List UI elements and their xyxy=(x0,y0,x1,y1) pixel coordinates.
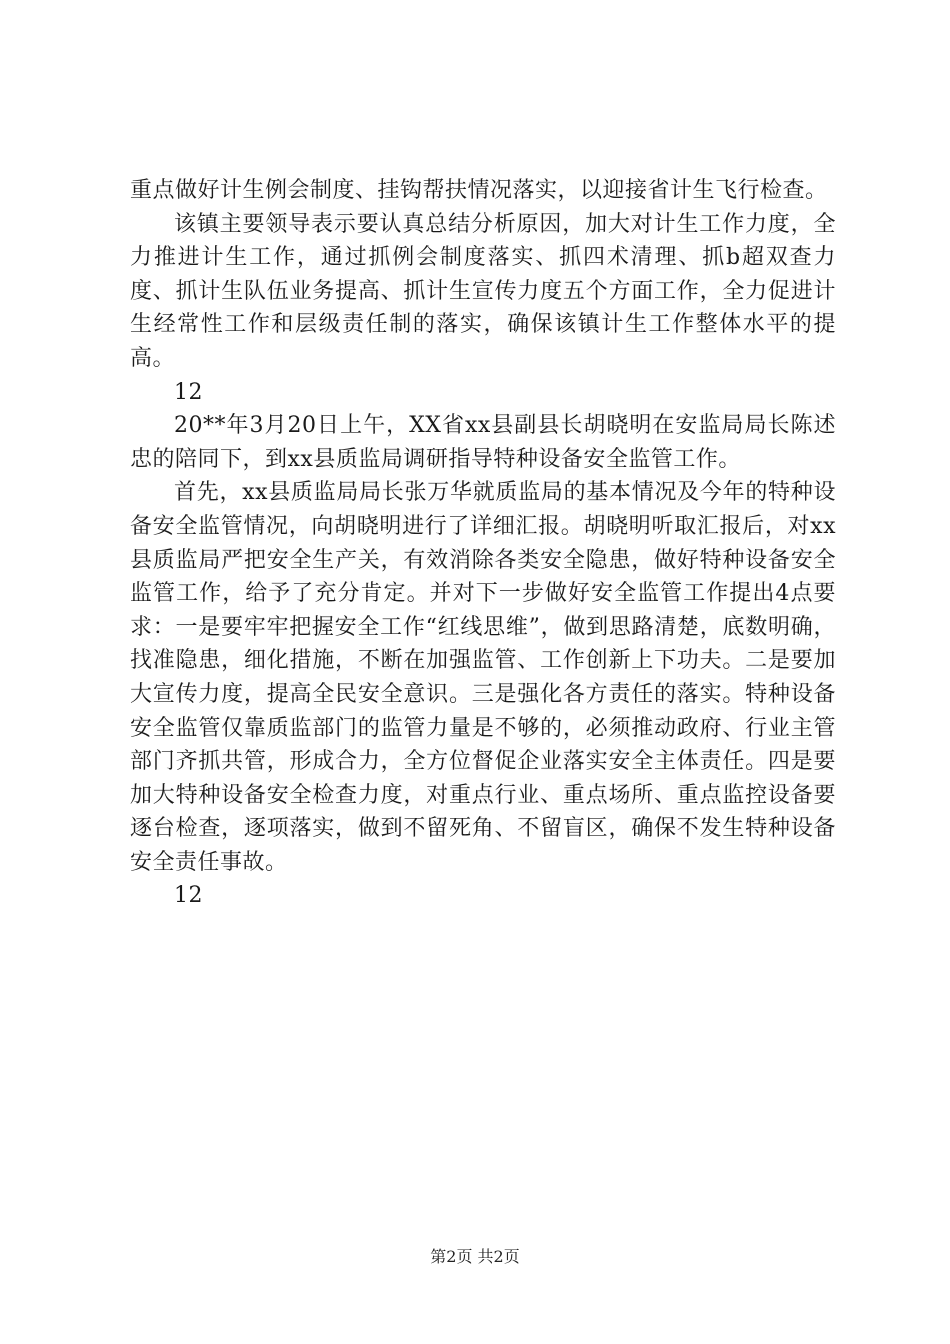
paragraph-number: 12 xyxy=(174,379,203,405)
document-body xyxy=(130,174,836,913)
paragraph-visit-intro: 20**年3月20日上午，XX省xx县副县长胡晓明在安监局局长陈述忠的陪同下，到xx县质监局调研指导特种设备安全监管工作。 xyxy=(130,413,836,472)
page-footer: 第2页 共2页 xyxy=(430,1247,520,1266)
paragraph-continuation: 重点做好计生例会制度、挂钩帮扶情况落实，以迎接省计生飞行检查。 xyxy=(130,178,828,203)
paragraph-report-details: 首先，xx县质监局局长张万华就质监局的基本情况及今年的特种设备安全监管情况，向胡晓明进行了详细汇报。胡晓明听取汇报后，对xx县质监局严把安全生产关，有效消除各类安全隐患，做好特种设备安全监管工作，给予了充分肯定。并对下一步做好安全监管工作提出4点要求：一是要牢牢把握安全工作“红线思维”，做到思路清楚，底数明确，找准隐患，细化措施，不断在加强监管、工作创新上下功夫。二是要加大宣传力度，提高全民安全意识。三是强化各方责任的落实。特种设备安全监管仅靠质监部门的监管力量是不够的，必须推动政府、行业主管部门齐抓共管，形成合力，全方位督促企业落实安全主体责任。四是要加大特种设备安全检查力度，对重点行业、重点场所、重点监控设备要逐台检查，逐项落实，做到不留死角、不留盲区，确保不发生特种设备安全责任事故。 xyxy=(130,480,836,875)
paragraph-leader-statement: 该镇主要领导表示要认真总结分析原因，加大对计生工作力度，全力推进计生工作，通过抓例会制度落实、抓四术清理、抓b超双查力度、抓计生队伍业务提高、抓计生宣传力度五个方面工作，全力促进计生经常性工作和层级责任制的落实，确保该镇计生工作整体水平的提高。 xyxy=(130,211,836,371)
paragraph-number: 12 xyxy=(174,883,203,909)
